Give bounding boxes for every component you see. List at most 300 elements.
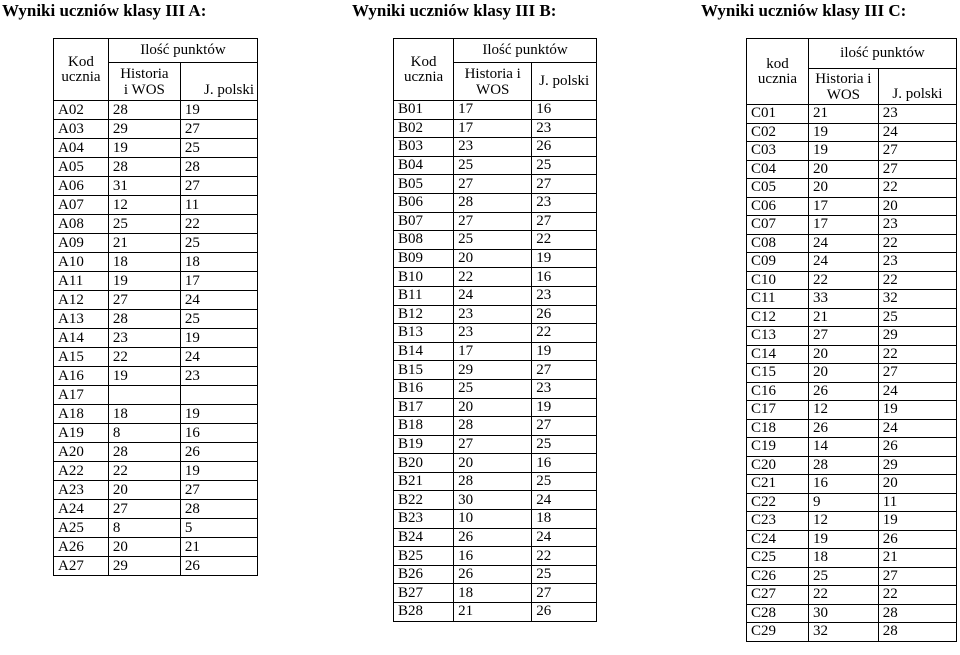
historia-wos-points-cell: 20 (108, 538, 180, 557)
student-code-cell: B11 (394, 286, 454, 305)
historia-wos-points-cell: 18 (808, 549, 878, 568)
header-historia-wos: Historia i WOS (108, 63, 180, 101)
historia-wos-points-cell: 22 (108, 348, 180, 367)
historia-wos-points-cell: 29 (454, 361, 532, 380)
table-row (747, 234, 957, 253)
j-polski-points-cell: 11 (878, 493, 956, 512)
table-row (394, 268, 597, 287)
j-polski-points-cell: 27 (878, 567, 956, 586)
student-code-cell: C04 (747, 160, 809, 179)
historia-wos-points-cell: 29 (108, 557, 180, 576)
table-row (747, 549, 957, 568)
j-polski-points-cell: 32 (878, 290, 956, 309)
table-row (54, 215, 258, 234)
historia-wos-points-cell: 22 (808, 586, 878, 605)
table-row (54, 272, 258, 291)
student-code-cell: B19 (394, 435, 454, 454)
title-class-c: Wyniki uczniów klasy III C: (701, 1, 907, 20)
student-code-cell: C09 (747, 253, 809, 272)
j-polski-points-cell: 26 (532, 138, 597, 157)
table-row (394, 342, 597, 361)
j-polski-points-cell: 19 (180, 329, 257, 348)
table-row (747, 475, 957, 494)
j-polski-points-cell: 26 (878, 530, 956, 549)
historia-wos-points-cell: 29 (108, 120, 180, 139)
historia-wos-points-cell: 20 (808, 364, 878, 383)
table-row (394, 379, 597, 398)
table-row (747, 623, 957, 642)
historia-wos-points-cell: 24 (808, 253, 878, 272)
table-row (747, 253, 957, 272)
historia-wos-points-cell: 20 (454, 398, 532, 417)
student-code-cell: B15 (394, 361, 454, 380)
table-row (394, 417, 597, 436)
header-j-polski: J. polski (878, 69, 956, 105)
j-polski-points-cell: 23 (532, 286, 597, 305)
j-polski-points-cell: 27 (878, 142, 956, 161)
table-row (394, 138, 597, 157)
j-polski-points-cell: 27 (878, 160, 956, 179)
header-ilosc-punktow: Ilość punktów (108, 39, 257, 63)
historia-wos-points-cell: 20 (454, 249, 532, 268)
table-row (747, 197, 957, 216)
historia-wos-points-cell: 17 (808, 216, 878, 235)
student-code-cell: A04 (54, 139, 109, 158)
table-row (54, 196, 258, 215)
student-code-cell: C03 (747, 142, 809, 161)
student-code-cell: A12 (54, 291, 109, 310)
table-row (394, 193, 597, 212)
j-polski-points-cell: 27 (180, 120, 257, 139)
historia-wos-points-cell: 27 (108, 500, 180, 519)
j-polski-points-cell: 23 (180, 367, 257, 386)
student-code-cell: A19 (54, 424, 109, 443)
student-code-cell: A18 (54, 405, 109, 424)
historia-wos-points-cell: 26 (454, 528, 532, 547)
student-code-cell: A16 (54, 367, 109, 386)
table-row (394, 398, 597, 417)
j-polski-points-cell: 24 (180, 291, 257, 310)
table-row (747, 271, 957, 290)
historia-wos-points-cell: 33 (808, 290, 878, 309)
historia-wos-points-cell: 27 (808, 327, 878, 346)
student-code-cell: B10 (394, 268, 454, 287)
table-row (54, 519, 258, 538)
table-row (394, 175, 597, 194)
j-polski-points-cell: 28 (878, 604, 956, 623)
j-polski-points-cell: 20 (878, 475, 956, 494)
student-code-cell: B02 (394, 119, 454, 138)
j-polski-points-cell: 28 (180, 500, 257, 519)
student-code-cell: A10 (54, 253, 109, 272)
historia-wos-points-cell: 23 (454, 324, 532, 343)
table-row (747, 290, 957, 309)
table-row (394, 547, 597, 566)
student-code-cell: C14 (747, 345, 809, 364)
student-code-cell: C11 (747, 290, 809, 309)
table-row (54, 177, 258, 196)
table-row (394, 584, 597, 603)
historia-wos-points-cell: 22 (108, 462, 180, 481)
j-polski-points-cell: 19 (532, 249, 597, 268)
table-row (54, 462, 258, 481)
j-polski-points-cell: 24 (532, 528, 597, 547)
student-code-cell: C13 (747, 327, 809, 346)
student-code-cell: B01 (394, 101, 454, 120)
table-row (394, 231, 597, 250)
historia-wos-points-cell: 28 (454, 193, 532, 212)
student-code-cell: C02 (747, 123, 809, 142)
historia-wos-points-cell: 19 (808, 142, 878, 161)
historia-wos-points-cell: 12 (108, 196, 180, 215)
historia-wos-points-cell: 20 (454, 454, 532, 473)
student-code-cell: C29 (747, 623, 809, 642)
table-row (747, 493, 957, 512)
student-code-cell: C05 (747, 179, 809, 198)
results-table-a (53, 38, 258, 576)
j-polski-points-cell: 27 (878, 364, 956, 383)
j-polski-points-cell: 23 (532, 379, 597, 398)
j-polski-points-cell: 26 (180, 557, 257, 576)
j-polski-points-cell: 16 (532, 268, 597, 287)
j-polski-points-cell: 19 (878, 401, 956, 420)
j-polski-points-cell: 27 (532, 175, 597, 194)
student-code-cell: A27 (54, 557, 109, 576)
student-code-cell: A06 (54, 177, 109, 196)
table-row (394, 472, 597, 491)
student-code-cell: C10 (747, 271, 809, 290)
j-polski-points-cell: 26 (878, 438, 956, 457)
j-polski-points-cell: 22 (532, 231, 597, 250)
historia-wos-points-cell: 27 (454, 212, 532, 231)
table-row (54, 310, 258, 329)
historia-wos-points-cell: 12 (808, 401, 878, 420)
historia-wos-points-cell: 23 (454, 305, 532, 324)
j-polski-points-cell: 25 (532, 565, 597, 584)
table-row (747, 512, 957, 531)
historia-wos-points-cell: 16 (808, 475, 878, 494)
student-code-cell: C01 (747, 105, 809, 124)
table-row (54, 253, 258, 272)
table-row (747, 160, 957, 179)
j-polski-points-cell: 29 (878, 456, 956, 475)
student-code-cell: B18 (394, 417, 454, 436)
student-code-cell: B03 (394, 138, 454, 157)
student-code-cell: B07 (394, 212, 454, 231)
historia-wos-points-cell: 19 (808, 530, 878, 549)
j-polski-points-cell: 26 (180, 443, 257, 462)
table-row (747, 364, 957, 383)
j-polski-points-cell: 27 (180, 481, 257, 500)
student-code-cell: C12 (747, 308, 809, 327)
student-code-cell: C06 (747, 197, 809, 216)
historia-wos-points-cell: 26 (808, 419, 878, 438)
table-row (54, 386, 258, 405)
j-polski-points-cell: 24 (180, 348, 257, 367)
student-code-cell: A25 (54, 519, 109, 538)
student-code-cell: C16 (747, 382, 809, 401)
j-polski-points-cell: 16 (532, 101, 597, 120)
table-row (747, 382, 957, 401)
j-polski-points-cell: 22 (532, 324, 597, 343)
table-row (394, 286, 597, 305)
table-row (394, 603, 597, 622)
j-polski-points-cell: 19 (180, 405, 257, 424)
j-polski-points-cell: 19 (532, 342, 597, 361)
title-class-a: Wyniki uczniów klasy III A: (2, 1, 207, 20)
historia-wos-points-cell: 28 (808, 456, 878, 475)
j-polski-points-cell: 27 (180, 177, 257, 196)
j-polski-points-cell: 23 (878, 253, 956, 272)
table-row (394, 361, 597, 380)
j-polski-points-cell: 22 (180, 215, 257, 234)
table-row (747, 105, 957, 124)
historia-wos-points-cell: 28 (108, 101, 180, 120)
table-row (394, 435, 597, 454)
table-row (54, 120, 258, 139)
j-polski-points-cell: 25 (532, 435, 597, 454)
table-row (394, 156, 597, 175)
historia-wos-points-cell: 27 (454, 175, 532, 194)
j-polski-points-cell: 22 (532, 547, 597, 566)
historia-wos-points-cell: 24 (808, 234, 878, 253)
j-polski-points-cell: 22 (878, 271, 956, 290)
table-row (54, 424, 258, 443)
j-polski-points-cell: 17 (180, 272, 257, 291)
table-row (747, 401, 957, 420)
table-row (394, 249, 597, 268)
table-row (54, 538, 258, 557)
student-code-cell: B05 (394, 175, 454, 194)
table-row (394, 119, 597, 138)
j-polski-points-cell: 27 (532, 361, 597, 380)
student-code-cell: A05 (54, 158, 109, 177)
table-row (394, 324, 597, 343)
historia-wos-points-cell (108, 386, 180, 405)
student-code-cell: C26 (747, 567, 809, 586)
j-polski-points-cell: 23 (878, 105, 956, 124)
table-row (394, 510, 597, 529)
student-code-cell: B04 (394, 156, 454, 175)
historia-wos-points-cell: 25 (808, 567, 878, 586)
j-polski-points-cell: 19 (878, 512, 956, 531)
historia-wos-points-cell: 20 (808, 179, 878, 198)
historia-wos-points-cell: 24 (454, 286, 532, 305)
historia-wos-points-cell: 17 (808, 197, 878, 216)
j-polski-points-cell: 22 (878, 345, 956, 364)
j-polski-points-cell: 25 (532, 472, 597, 491)
historia-wos-points-cell: 25 (454, 379, 532, 398)
table-row (747, 530, 957, 549)
historia-wos-points-cell: 25 (454, 156, 532, 175)
j-polski-points-cell: 25 (878, 308, 956, 327)
table-row (394, 491, 597, 510)
student-code-cell: A07 (54, 196, 109, 215)
historia-wos-points-cell: 21 (108, 234, 180, 253)
table-row (54, 234, 258, 253)
historia-wos-points-cell: 28 (108, 158, 180, 177)
student-code-cell: A22 (54, 462, 109, 481)
table-row (54, 443, 258, 462)
historia-wos-points-cell: 12 (808, 512, 878, 531)
historia-wos-points-cell: 23 (108, 329, 180, 348)
historia-wos-points-cell: 25 (108, 215, 180, 234)
table-row (747, 179, 957, 198)
historia-wos-points-cell: 17 (454, 342, 532, 361)
j-polski-points-cell: 18 (180, 253, 257, 272)
historia-wos-points-cell: 18 (108, 405, 180, 424)
student-code-cell: A15 (54, 348, 109, 367)
student-code-cell: A09 (54, 234, 109, 253)
j-polski-points-cell: 22 (878, 234, 956, 253)
table-row (54, 101, 258, 120)
j-polski-points-cell: 16 (532, 454, 597, 473)
j-polski-points-cell: 22 (878, 586, 956, 605)
table-row (747, 586, 957, 605)
table-row (54, 348, 258, 367)
table-row (394, 101, 597, 120)
historia-wos-points-cell: 16 (454, 547, 532, 566)
historia-wos-points-cell: 30 (808, 604, 878, 623)
student-code-cell: C22 (747, 493, 809, 512)
j-polski-points-cell: 27 (532, 417, 597, 436)
j-polski-points-cell: 21 (180, 538, 257, 557)
historia-wos-points-cell: 26 (808, 382, 878, 401)
table-row (394, 212, 597, 231)
historia-wos-points-cell: 27 (454, 435, 532, 454)
j-polski-points-cell: 27 (532, 212, 597, 231)
table-row (54, 158, 258, 177)
table-row (394, 528, 597, 547)
student-code-cell: C24 (747, 530, 809, 549)
student-code-cell: B27 (394, 584, 454, 603)
student-code-cell: C17 (747, 401, 809, 420)
table-row (747, 308, 957, 327)
j-polski-points-cell: 25 (180, 310, 257, 329)
student-code-cell: C20 (747, 456, 809, 475)
historia-wos-points-cell: 30 (454, 491, 532, 510)
historia-wos-points-cell: 19 (808, 123, 878, 142)
historia-wos-points-cell: 21 (808, 105, 878, 124)
j-polski-points-cell: 25 (532, 156, 597, 175)
j-polski-points-cell: 24 (878, 123, 956, 142)
student-code-cell: B20 (394, 454, 454, 473)
j-polski-points-cell: 28 (180, 158, 257, 177)
student-code-cell: A24 (54, 500, 109, 519)
j-polski-points-cell: 5 (180, 519, 257, 538)
student-code-cell: A03 (54, 120, 109, 139)
table-row (747, 345, 957, 364)
historia-wos-points-cell: 31 (108, 177, 180, 196)
j-polski-points-cell: 16 (180, 424, 257, 443)
table-row (394, 454, 597, 473)
j-polski-points-cell: 24 (878, 382, 956, 401)
student-code-cell: B06 (394, 193, 454, 212)
historia-wos-points-cell: 23 (454, 138, 532, 157)
historia-wos-points-cell: 28 (454, 417, 532, 436)
student-code-cell: B17 (394, 398, 454, 417)
header-ilosc-punktow: ilość punktów (808, 39, 956, 69)
historia-wos-points-cell: 22 (454, 268, 532, 287)
header-j-polski: J. polski (180, 63, 257, 101)
student-code-cell: A20 (54, 443, 109, 462)
j-polski-points-cell: 25 (180, 139, 257, 158)
student-code-cell: A11 (54, 272, 109, 291)
historia-wos-points-cell: 8 (108, 424, 180, 443)
student-code-cell: A14 (54, 329, 109, 348)
table-row (747, 327, 957, 346)
table-row (394, 305, 597, 324)
student-code-cell: A17 (54, 386, 109, 405)
j-polski-points-cell: 21 (878, 549, 956, 568)
table-row (54, 500, 258, 519)
historia-wos-points-cell: 19 (108, 272, 180, 291)
student-code-cell: C08 (747, 234, 809, 253)
student-code-cell: C23 (747, 512, 809, 531)
student-code-cell: B12 (394, 305, 454, 324)
historia-wos-points-cell: 20 (108, 481, 180, 500)
j-polski-points-cell: 19 (180, 101, 257, 120)
j-polski-points-cell: 26 (532, 603, 597, 622)
j-polski-points-cell: 27 (532, 584, 597, 603)
header-kod-ucznia: Kod ucznia (394, 39, 454, 101)
student-code-cell: C27 (747, 586, 809, 605)
historia-wos-points-cell: 26 (454, 565, 532, 584)
header-kod-ucznia: kod ucznia (747, 39, 809, 105)
historia-wos-points-cell: 20 (808, 160, 878, 179)
header-historia-wos: Historia i WOS (454, 63, 532, 101)
j-polski-points-cell: 18 (532, 510, 597, 529)
table-row (54, 291, 258, 310)
student-code-cell: A23 (54, 481, 109, 500)
j-polski-points-cell: 20 (878, 197, 956, 216)
student-code-cell: A08 (54, 215, 109, 234)
student-code-cell: C19 (747, 438, 809, 457)
historia-wos-points-cell: 28 (108, 310, 180, 329)
historia-wos-points-cell: 9 (808, 493, 878, 512)
header-historia-wos: Historia i WOS (808, 69, 878, 105)
historia-wos-points-cell: 10 (454, 510, 532, 529)
student-code-cell: B23 (394, 510, 454, 529)
historia-wos-points-cell: 21 (454, 603, 532, 622)
student-code-cell: C25 (747, 549, 809, 568)
student-code-cell: B25 (394, 547, 454, 566)
j-polski-points-cell: 24 (532, 491, 597, 510)
student-code-cell: C18 (747, 419, 809, 438)
historia-wos-points-cell: 18 (454, 584, 532, 603)
j-polski-points-cell: 22 (878, 179, 956, 198)
table-row (54, 329, 258, 348)
historia-wos-points-cell: 28 (108, 443, 180, 462)
student-code-cell: A13 (54, 310, 109, 329)
j-polski-points-cell: 26 (532, 305, 597, 324)
student-code-cell: B21 (394, 472, 454, 491)
j-polski-points-cell: 23 (532, 119, 597, 138)
table-row (54, 367, 258, 386)
student-code-cell: C28 (747, 604, 809, 623)
j-polski-points-cell: 29 (878, 327, 956, 346)
table-row (747, 216, 957, 235)
j-polski-points-cell: 23 (878, 216, 956, 235)
table-row (54, 557, 258, 576)
student-code-cell: B09 (394, 249, 454, 268)
historia-wos-points-cell: 22 (808, 271, 878, 290)
historia-wos-points-cell: 21 (808, 308, 878, 327)
student-code-cell: B16 (394, 379, 454, 398)
table-row (54, 139, 258, 158)
historia-wos-points-cell: 19 (108, 139, 180, 158)
table-row (54, 481, 258, 500)
